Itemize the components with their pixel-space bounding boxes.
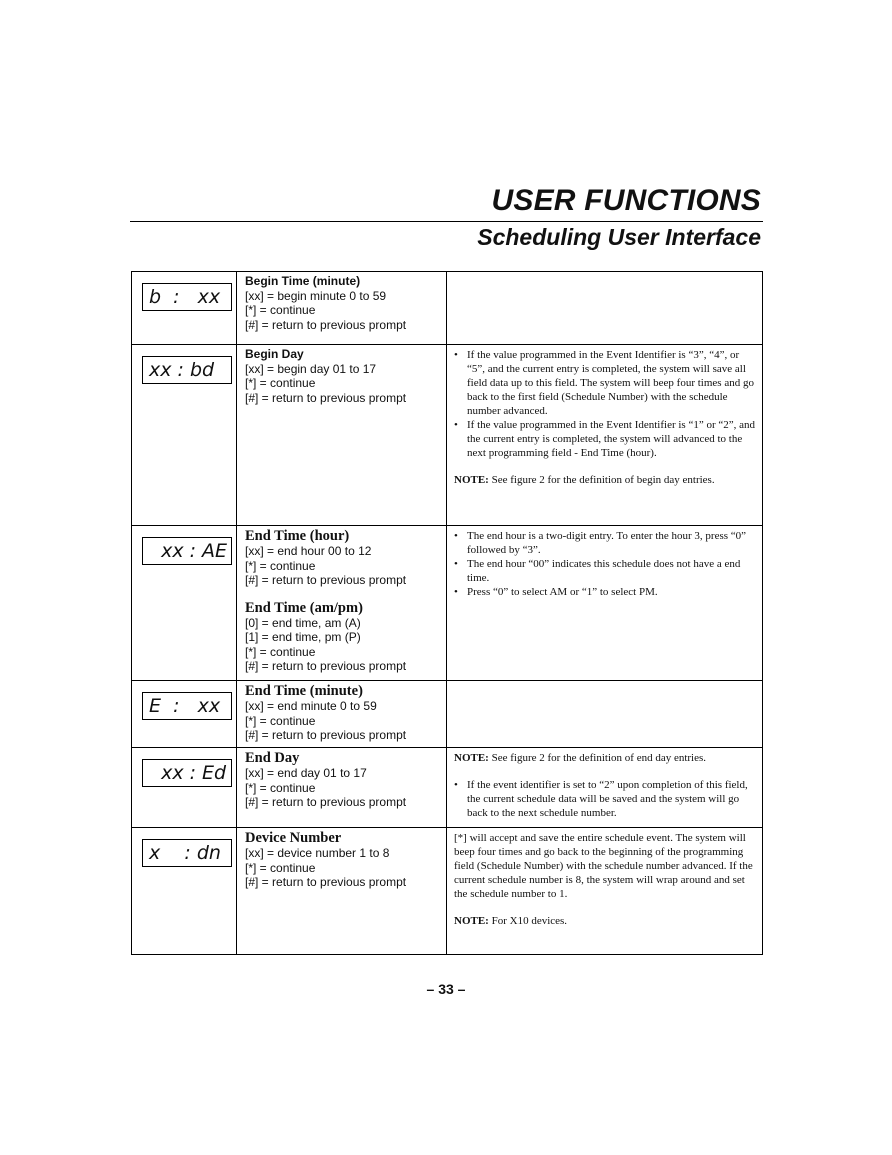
- note-text: NOTE: See figure 2 for the definition of end day entries.: [454, 752, 707, 764]
- prompt-cell: [237, 526, 447, 681]
- bullet-icon: •: [454, 779, 458, 791]
- prompt-line: [*] = continue: [245, 644, 316, 659]
- keypad-display: b : xx: [142, 283, 232, 311]
- bullet-icon: •: [454, 530, 458, 542]
- prompt-cell: [237, 681, 447, 748]
- prompt-line: [xx] = device number 1 to 8: [245, 846, 390, 860]
- prompt-heading: End Time (minute): [245, 683, 363, 699]
- prompt-line: [xx] = end minute 0 to 59: [245, 699, 377, 713]
- notes-cell: [447, 345, 763, 526]
- table-row: [132, 345, 763, 526]
- prompt-line: [xx] = begin minute 0 to 59: [245, 288, 387, 303]
- page-number: – 33 –: [426, 981, 466, 997]
- list-item: • Press “0” to select AM or “1” to select PM.: [454, 586, 658, 598]
- prompt-heading: Begin Day: [245, 347, 304, 361]
- notes-cell: [447, 828, 763, 955]
- page-title: USER FUNCTIONS: [491, 184, 761, 217]
- prompt-cell: [237, 272, 447, 345]
- notes-cell: [447, 272, 763, 345]
- prompt-line: [xx] = end hour 00 to 12: [245, 544, 372, 558]
- list-item: • The end hour is a two-digit entry. To enter the hour 3, press “0” followed by “3”.: [454, 530, 747, 556]
- prompt-line: [*] = continue: [245, 860, 316, 875]
- table-row: [132, 272, 763, 345]
- prompt-cell: [237, 828, 447, 955]
- table-row: [132, 828, 763, 955]
- keypad-display: E : xx: [142, 692, 232, 720]
- display-cell: [132, 828, 237, 955]
- page-subtitle: Scheduling User Interface: [477, 224, 761, 250]
- display-cell: [132, 526, 237, 681]
- prompt-line: [0] = end time, am (A): [245, 615, 361, 630]
- prompt-line: [xx] = end day 01 to 17: [245, 766, 367, 780]
- notes-cell: [447, 748, 763, 828]
- prompt-line: [#] = return to previous prompt: [245, 795, 407, 809]
- table-row: [132, 681, 763, 748]
- note-text: NOTE: See figure 2 for the definition of begin day entries.: [454, 474, 715, 486]
- prompt-line: [#] = return to previous prompt: [245, 573, 407, 587]
- list-item: • If the value programmed in the Event Identifier is “3”, “4”, or “5”, and the current entry is completed, the system will save all field data up to this field. The system will beep four times and go back to the first field (Schedule Number) with the schedule number advanced.: [454, 349, 754, 417]
- prompt-line: [#] = return to previous prompt: [245, 659, 407, 673]
- table-row: [132, 526, 763, 681]
- prompt-heading: Device Number: [245, 830, 342, 846]
- bullet-icon: •: [454, 349, 458, 361]
- header-divider: [130, 221, 763, 222]
- prompt-cell: [237, 345, 447, 526]
- prompt-line: [xx] = begin day 01 to 17: [245, 361, 377, 376]
- prompt-heading: End Time (hour): [245, 528, 350, 544]
- prompt-heading: End Day: [245, 750, 300, 766]
- notes-cell: [447, 681, 763, 748]
- prompt-line: [*] = continue: [245, 558, 316, 573]
- display-cell: [132, 748, 237, 828]
- display-cell: [132, 681, 237, 748]
- prompt-line: [1] = end time, pm (P): [245, 630, 361, 644]
- display-cell: [132, 345, 237, 526]
- notes-cell: [447, 526, 763, 681]
- prompt-line: [#] = return to previous prompt: [245, 875, 407, 889]
- list-item: • The end hour “00” indicates this schedule does not have a end time.: [454, 558, 741, 584]
- bullet-icon: •: [454, 586, 458, 598]
- description-text: [*] will accept and save the entire schedule event. The system will beep four times and go back to the beginning of the programming field (Schedule Number) with the schedule number advanced. If the current schedule number is 8, the system will wrap around and set the schedule number to 1.: [454, 832, 753, 900]
- prompt-line: [#] = return to previous prompt: [245, 728, 407, 742]
- prompt-heading: Begin Time (minute): [245, 274, 361, 288]
- prompt-line: [*] = continue: [245, 780, 316, 795]
- note-text: NOTE: For X10 devices.: [454, 915, 568, 927]
- schedule-table: [131, 271, 763, 955]
- prompt-heading: End Time (am/pm): [245, 599, 363, 616]
- keypad-display: x : dn: [142, 839, 232, 867]
- display-cell: [132, 272, 237, 345]
- prompt-cell: [237, 748, 447, 828]
- bullet-icon: •: [454, 558, 458, 570]
- prompt-line: [#] = return to previous prompt: [245, 390, 407, 405]
- list-item: • If the value programmed in the Event Identifier is “1” or “2”, and the current entry is completed, the system will advanced to the next programming field - End Time (hour).: [454, 419, 756, 459]
- bullet-icon: •: [454, 419, 458, 431]
- prompt-line: [*] = continue: [245, 376, 316, 390]
- keypad-display: xx : Ed: [142, 759, 232, 787]
- keypad-display: xx : bd: [142, 356, 232, 384]
- keypad-display: xx : AE: [142, 537, 232, 565]
- table-row: [132, 748, 763, 828]
- list-item: • If the event identifier is set to “2” upon completion of this field, the current schedule data will be saved and the system will go back to the next schedule number.: [454, 779, 748, 819]
- prompt-line: [*] = continue: [245, 713, 316, 728]
- prompt-line: [*] = continue: [245, 303, 316, 317]
- prompt-line: [#] = return to previous prompt: [245, 317, 407, 332]
